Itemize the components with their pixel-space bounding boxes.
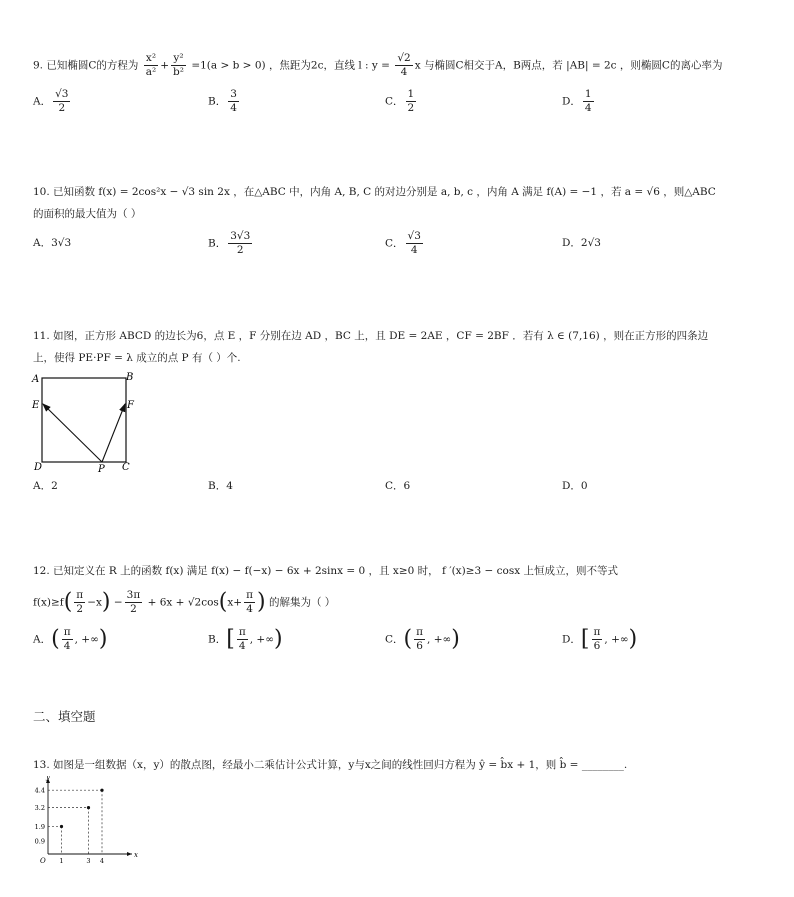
q10-line2: 的面积的最大值为（ ） [33, 208, 142, 220]
q10-option-d[interactable]: D．2√3 [562, 237, 601, 249]
label-c: C [122, 462, 130, 473]
label-p: P [98, 464, 105, 475]
q11-option-d[interactable]: D．0 [562, 480, 588, 492]
q13-line: 13. 如图是一组数据（x，y）的散点图，经最小二乘估计公式计算，y与x之间的线性回归方程为 ŷ = b̂x + 1，则 b̂ = ________. [33, 759, 628, 771]
q10-option-a[interactable]: A．3√3 [33, 237, 72, 249]
q9-x: x [414, 59, 421, 72]
q11-option-c[interactable]: C．6 [385, 480, 411, 492]
x-axis-label: x [134, 851, 138, 859]
q10-option-c[interactable]: C． $\frac{√3}{4}$ [385, 230, 421, 256]
q9-stem: 9. 已知椭圆C的方程为 $\frac{\text{x²}}{\text{a²}}$ + $\frac{\text{y²}}{\text{b²}}$ =1(a > b > 0) ，焦距为2c，直线 l : y = $\frac{√2}{4}$ x 与椭圆C相交于A，B两点，若 |AB| = 2c ，则椭圆C的离心率为 [33, 52, 723, 78]
q12-option-c[interactable]: C．( $\frac{\pi}{6}$ , +∞) [385, 626, 460, 652]
data-point [100, 789, 103, 792]
q11-option-a[interactable]: A．2 [33, 480, 58, 492]
q9-ab: |AB| = 2c [566, 59, 617, 72]
q12-line2: f(x)≥f( $\frac{\pi}{2}$ −x) − $\frac{3\pi}{2}$ + 6x + √2cos(x+ $\frac{\pi}{4}$ ) 的解集为（ ） [33, 589, 336, 615]
q11-square-figure [30, 370, 140, 475]
q11-line2: 上，使得 PE·PF = λ 成立的点 P 有（ ）个. [33, 352, 241, 364]
q12-option-d[interactable]: D．[ $\frac{\pi}{6}$ , +∞) [562, 626, 638, 652]
label-d: D [34, 462, 43, 473]
q9-option-d[interactable]: D． $\frac{1}{4}$ [562, 88, 592, 114]
label-b: B [126, 372, 134, 383]
label-e: E [32, 400, 40, 411]
x-axis-arrow [127, 852, 132, 856]
y-tick-label: 4.4 [34, 786, 45, 795]
q10-line1: 10. 已知函数 f(x) = 2cos²x − √3 sin 2x ，在△ABC 中，内角 A, B, C 的对边分别是 a, b, c ，内角 A 满足 f(A) = −1 ，若 a = √6 ，则△ABC [33, 186, 716, 198]
q9-mid1: ，焦距为2c，直线 [268, 59, 355, 72]
q9-slope: $\frac{√2}{4}$ [397, 52, 411, 78]
q10-option-b[interactable]: B． $\frac{3√3}{2}$ [208, 230, 251, 256]
q9-line-eq: l : y = [358, 59, 390, 72]
q9-x2-a2: $\frac{\text{x²}}{\text{a²}}$ [145, 52, 157, 78]
y-axis-label: y [46, 776, 50, 781]
q9-option-c[interactable]: C． $\frac{1}{2}$ [385, 88, 415, 114]
q9-condition: =1(a > b > 0) [191, 59, 266, 72]
section-title: 二、填空题 [33, 709, 96, 724]
y-tick-label: 3.2 [34, 804, 45, 813]
q9-mid2: 与椭圆C相交于A，B两点，若 [423, 59, 563, 72]
q11-option-b[interactable]: B．4 [208, 480, 233, 492]
q9-end: ，则椭圆C的离心率为 [619, 59, 723, 72]
origin-label: O [40, 857, 46, 865]
q9-prefix: 9. 已知椭圆C的方程为 [33, 59, 139, 72]
q13-scatter-plot [28, 776, 138, 866]
x-tick-label: 3 [86, 857, 91, 865]
vector-pe [43, 404, 102, 462]
q9-option-b[interactable]: B． $\frac{3}{4}$ [208, 88, 237, 114]
square-outline [42, 378, 126, 462]
q11-line1: 11. 如图，正方形 ABCD 的边长为6，点 E ，F 分别在边 AD ，BC 上，且 DE = 2AE ，CF = 2BF ．若有 λ ∈ (7,16) ，则在正方形的四条边 [33, 330, 709, 342]
q12-option-b[interactable]: B．[ $\frac{\pi}{4}$ , +∞) [208, 626, 283, 652]
y-tick-label: 1.9 [34, 822, 45, 831]
q12-line1: 12. 已知定义在 R 上的函数 f(x) 满足 f(x) − f(−x) − 6x + 2sinx = 0 ，且 x≥0 时， f ′(x)≥3 − cosx 上恒成立，则不等式 [33, 565, 618, 577]
x-tick-label: 4 [99, 857, 105, 865]
q9-y2-b2: $\frac{\text{y²}}{\text{b²}}$ [173, 52, 184, 78]
data-point [60, 825, 63, 828]
vector-pf [102, 404, 125, 462]
label-f: F [127, 400, 134, 411]
q9-option-a[interactable]: A． $\frac{√3}{2}$ [33, 88, 69, 114]
x-tick-label: 1 [59, 857, 64, 865]
label-a: A [32, 374, 40, 385]
y-tick-label: 0.9 [34, 837, 45, 846]
q12-option-a[interactable]: A．( $\frac{\pi}{4}$ , +∞) [33, 626, 108, 652]
data-point [87, 806, 90, 809]
